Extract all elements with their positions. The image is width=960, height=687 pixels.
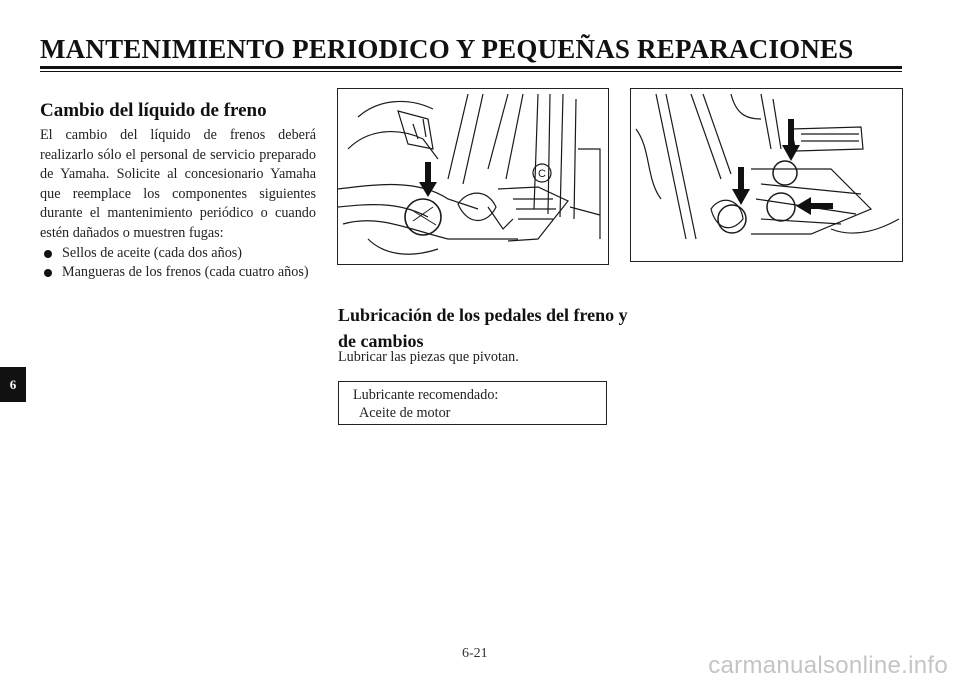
brake-fluid-section <box>40 100 316 283</box>
lubrication-heading: Lubricación de los pedales del freno y de cambios <box>338 305 628 351</box>
list-item: Mangueras de los frenos (cada cuatro años) <box>40 263 316 283</box>
chapter-tab: 6 <box>0 367 26 402</box>
brake-pedal-illustration <box>337 88 609 265</box>
shift-pedal-illustration <box>630 88 903 262</box>
arrow-down-icon <box>782 145 800 161</box>
watermark: carmanualsonline.info <box>708 652 948 679</box>
arrow-left-icon <box>796 197 811 215</box>
arrow-down-icon <box>419 182 437 197</box>
header-rule-thick <box>40 66 902 69</box>
shift-pedal-drawing <box>631 89 902 261</box>
list-item: Sellos de aceite (cada dos años) <box>40 244 316 264</box>
bullet-icon <box>44 269 52 277</box>
page-number: 6-21 <box>462 646 488 661</box>
arrow-shaft <box>425 162 431 184</box>
recommended-lubricant-box <box>338 381 607 425</box>
brake-fluid-bullets <box>40 244 316 283</box>
lubricant-label: Lubricante recomendado: <box>353 387 499 403</box>
lubricant-value: Aceite de motor <box>359 405 451 421</box>
brake-fluid-paragraph: El cambio del líquido de frenos deberá realizarlo sólo el personal de servicio preparado de Yamaha. Solicite al concesionario Yamaha que reemplace los componentes siguientes durante el mantenimiento periódico o cuando estén dañados o muestren fugas: <box>40 127 316 241</box>
bullet-icon <box>44 250 52 258</box>
brake-fluid-heading: Cambio del líquido de freno <box>40 100 267 121</box>
page-title: MANTENIMIENTO PERIODICO Y PEQUEÑAS REPARACIONES <box>40 34 854 64</box>
brake-pedal-drawing <box>338 89 608 264</box>
header-rule-thin <box>40 71 902 72</box>
callout-c-label: C <box>538 168 546 180</box>
lubrication-paragraph: Lubricar las piezas que pivotan. <box>338 349 519 365</box>
